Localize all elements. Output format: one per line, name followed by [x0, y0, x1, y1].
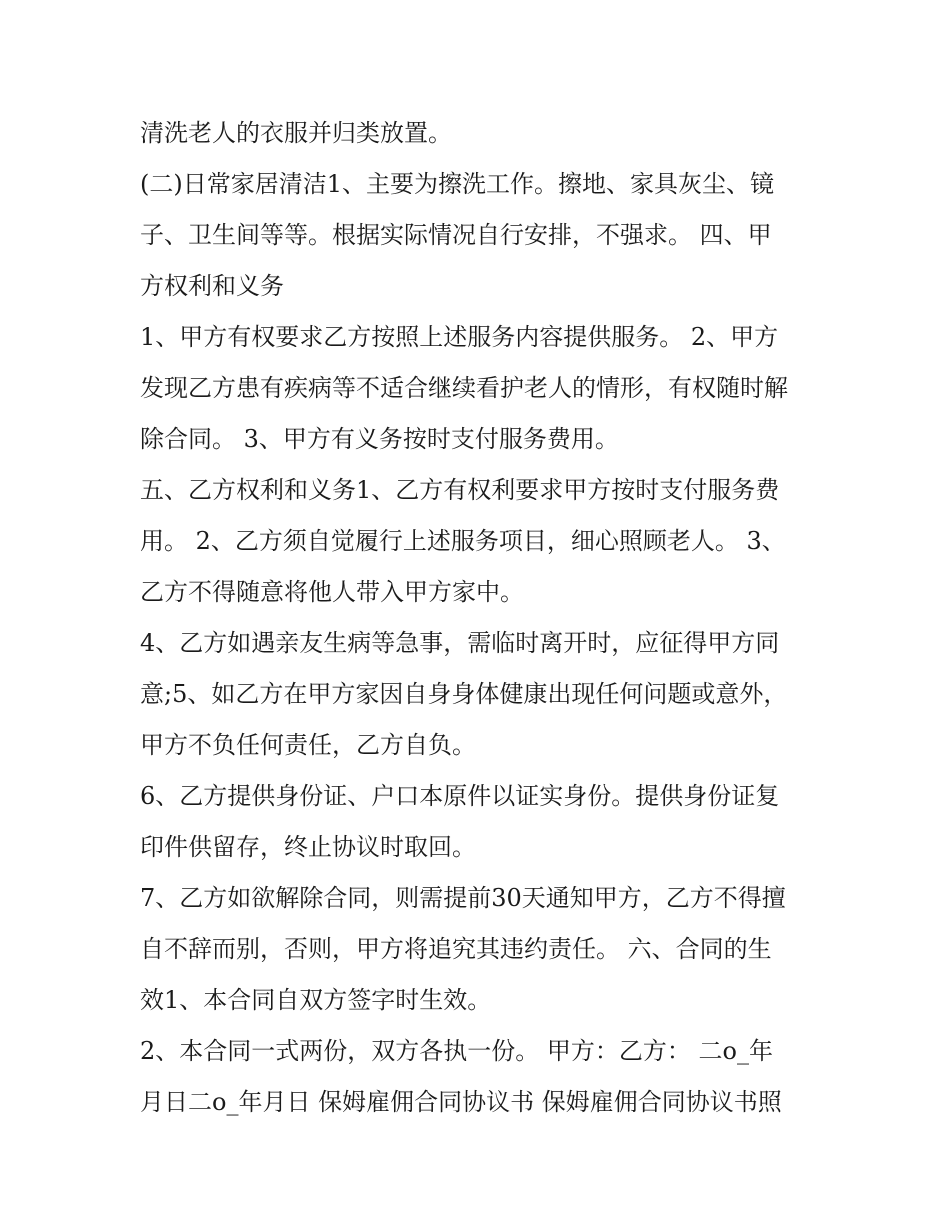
text-line: 月日二o_年月日 保姆雇佣合同协议书 保姆雇佣合同协议书照	[140, 1088, 782, 1116]
text-line: 2、本合同一式两份，双方各执一份。 甲方：乙方： 二o_年	[140, 1037, 773, 1065]
text-line: 乙方不得随意将他人带入甲方家中。	[140, 578, 524, 606]
text-line: 效1、本合同自双方签字时生效。	[140, 986, 492, 1014]
text-line: 子、卫生间等等。根据实际情况自行安排，不强求。 四、甲	[140, 221, 772, 249]
text-line: 4、乙方如遇亲友生病等急事，需临时离开时，应征得甲方同	[140, 629, 780, 657]
text-line: 1、甲方有权要求乙方按照上述服务内容提供服务。 2、甲方	[140, 323, 779, 351]
text-line: 方权利和义务	[140, 272, 284, 300]
text-line: 7、乙方如欲解除合同，则需提前30天通知甲方，乙方不得擅	[140, 884, 786, 912]
text-line: 印件供留存，终止协议时取回。	[140, 833, 476, 861]
text-line: (二)日常家居清洁1、主要为擦洗工作。擦地、家具灰尘、镜	[140, 170, 774, 198]
text-line: 意;5、如乙方在甲方家因自身身体健康出现任何问题或意外，	[140, 680, 788, 708]
text-line: 6、乙方提供身份证、户口本原件以证实身份。提供身份证复	[140, 782, 780, 810]
text-line: 清洗老人的衣服并归类放置。	[140, 119, 452, 147]
text-line: 用。 2、乙方须自觉履行上述服务项目，细心照顾老人。 3、	[140, 527, 786, 555]
text-line: 五、乙方权利和义务1、乙方有权利要求甲方按时支付服务费	[140, 476, 780, 504]
text-line: 除合同。 3、甲方有义务按时支付服务费用。	[140, 425, 619, 453]
text-line: 发现乙方患有疾病等不适合继续看护老人的情形，有权随时解	[140, 374, 788, 402]
document-body	[140, 108, 840, 1128]
text-line: 甲方不负任何责任，乙方自负。	[140, 731, 476, 759]
text-line: 自不辞而别，否则，甲方将追究其违约责任。 六、合同的生	[140, 935, 772, 963]
